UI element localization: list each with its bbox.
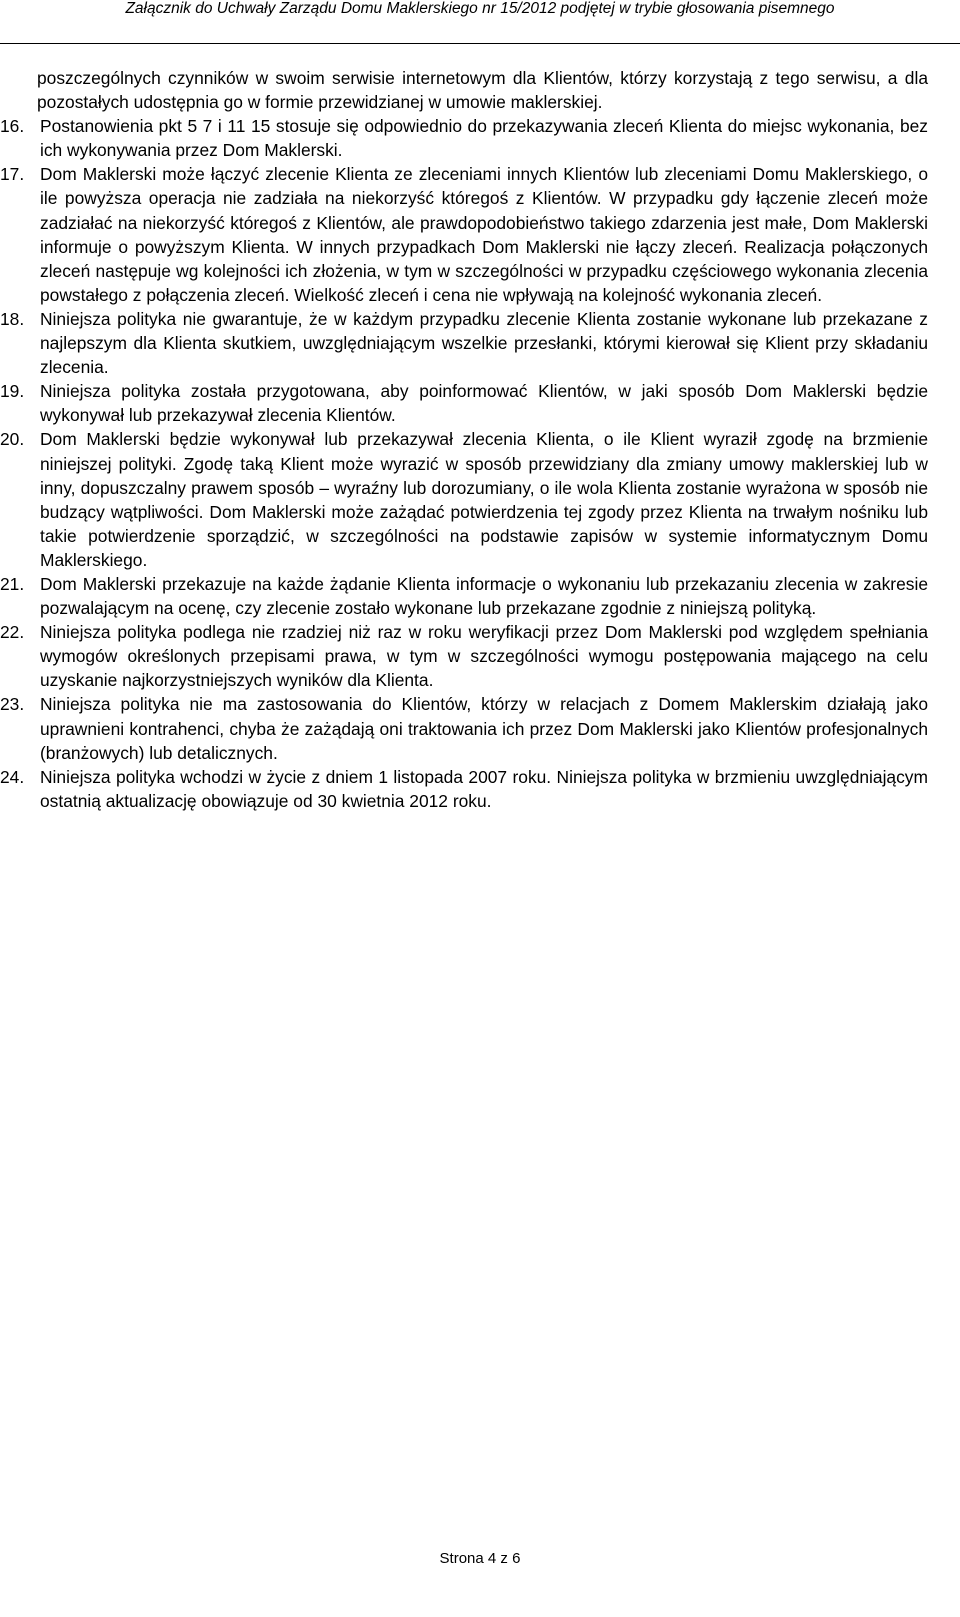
list-item-18 (0, 307, 928, 379)
item-number: 22. (0, 622, 25, 643)
list-item-16 (0, 114, 928, 162)
page-header (0, 0, 960, 44)
document-body (0, 66, 928, 813)
lead-paragraph: poszczególnych czynników w swoim serwisie internetowym dla Klientów, którzy korzystają z tego serwisu, a dla pozostałych udostępnia go w formie przewidzianej w umowie maklerskiej. (37, 68, 928, 113)
item-number: 23. (0, 694, 25, 715)
item-text: Niniejsza polityka nie gwarantuje, że w każdym przypadku zlecenie Klienta zostanie wykonane lub przekazane z najlepszym dla Klienta skutkiem, uwzględniającym wszelkie przesłanki, którymi kierował się Klient przy składaniu zlecenia. (40, 308, 928, 378)
list-item-23 (0, 692, 928, 764)
item-text: Niniejsza polityka została przygotowana, aby poinformować Klientów, w jaki sposób Dom Maklerski będzie wykonywał lub przekazywał zlecenia Klientów. (40, 381, 928, 426)
page-number: Strona 4 z 6 (439, 1550, 521, 1567)
item-text: Dom Maklerski przekazuje na każde żądanie Klienta informacje o wykonaniu lub przekazaniu zlecenia w zakresie pozwalającym na ocenę, czy zlecenie zostało wykonane lub przekazane zgodnie z niniejszą polityką. (40, 573, 928, 619)
item-number: 17. (0, 164, 25, 185)
list-item-22 (0, 620, 928, 692)
item-text: Niniejsza polityka nie ma zastosowania do Klientów, którzy w relacjach z Domem Maklerskim działają jako uprawnieni kontrahenci, chyba że zażądają oni traktowania ich przez Dom Maklerski jako Klientów profesjonalnych (branżowych) lub detalicznych. (40, 694, 928, 763)
list-item-20 (0, 427, 928, 572)
item-number: 16. (0, 116, 25, 137)
item-number: 19. (0, 381, 25, 402)
header-title: Załącznik do Uchwały Zarządu Domu Maklerskiego nr 15/2012 podjętej w trybie głosowania pisemnego (125, 0, 835, 17)
item-text: Niniejsza polityka wchodzi w życie z dniem 1 listopada 2007 roku. Niniejsza polityka w brzmieniu uwzględniającym ostatnią aktualizację obowiązuje od 30 kwietnia 2012 roku. (40, 766, 928, 811)
list-item-24 (0, 765, 928, 813)
item-number: 20. (0, 429, 25, 450)
page-footer (0, 1550, 960, 1568)
item-text: Postanowienia pkt 5 7 i 11 15 stosuje się odpowiednio do przekazywania zleceń Klienta do miejsc wykonania, bez ich wykonywania przez Dom Maklerski. (40, 116, 928, 161)
list-item-19 (0, 379, 928, 427)
item-number: 21. (0, 573, 25, 594)
item-text: Dom Maklerski może łączyć zlecenie Klienta ze zleceniami innych Klientów lub zleceniami Domu Maklerskiego, o ile powyższa operacja nie zadziała na niekorzyść któregoś z Klientów. W przypadku gdy łączenie zleceń może zadziałać na niekorzyść któregoś z Klientów, ale prawdopodobieństwo takiego zdarzenia jest małe, Dom Maklerski informuje o powyższym Klienta. W innych przypadkach Dom Maklerski nie łączy zleceń. Realizacja połączonych zleceń następuje wg kolejności ich złożenia, w tym w szczególności w przypadku częściowego wykonania zlecenia powstałego z połączenia zleceń. Wielkość zleceń i cena nie wpływają na kolejność wykonania zleceń. (40, 164, 928, 305)
list-item-21 (0, 572, 928, 620)
list-item-17 (0, 162, 928, 307)
item-number: 18. (0, 308, 25, 329)
item-text: Niniejsza polityka podlega nie rzadziej niż raz w roku weryfikacji przez Dom Maklerski pod względem spełniania wymogów określonych przepisami prawa, w tym w szczególności wymogu postępowania mającego na celu uzyskanie najkorzystniejszych wyników dla Klienta. (40, 622, 928, 691)
item-text: Dom Maklerski będzie wykonywał lub przekazywał zlecenia Klienta, o ile Klient wyraził zgodę na brzmienie niniejszej polityki. Zgodę taką Klient może wyrazić w sposób przewidziany dla zmiany umowy maklerskiej lub w inny, dopuszczalny prawem sposób – wyraźny lub dorozumiany, o ile wola Klienta zostanie wyrażona w sposób nie budzący wątpliwości. Dom Maklerski może zażądać potwierdzenia tej zgody przez Klienta na trwałym nośniku lub takie potwierdzenie sporządzić, w szczególności na podstawie zapisów w systemie informatycznym Domu Maklerskiego. (40, 429, 928, 570)
item-number: 24. (0, 766, 25, 787)
